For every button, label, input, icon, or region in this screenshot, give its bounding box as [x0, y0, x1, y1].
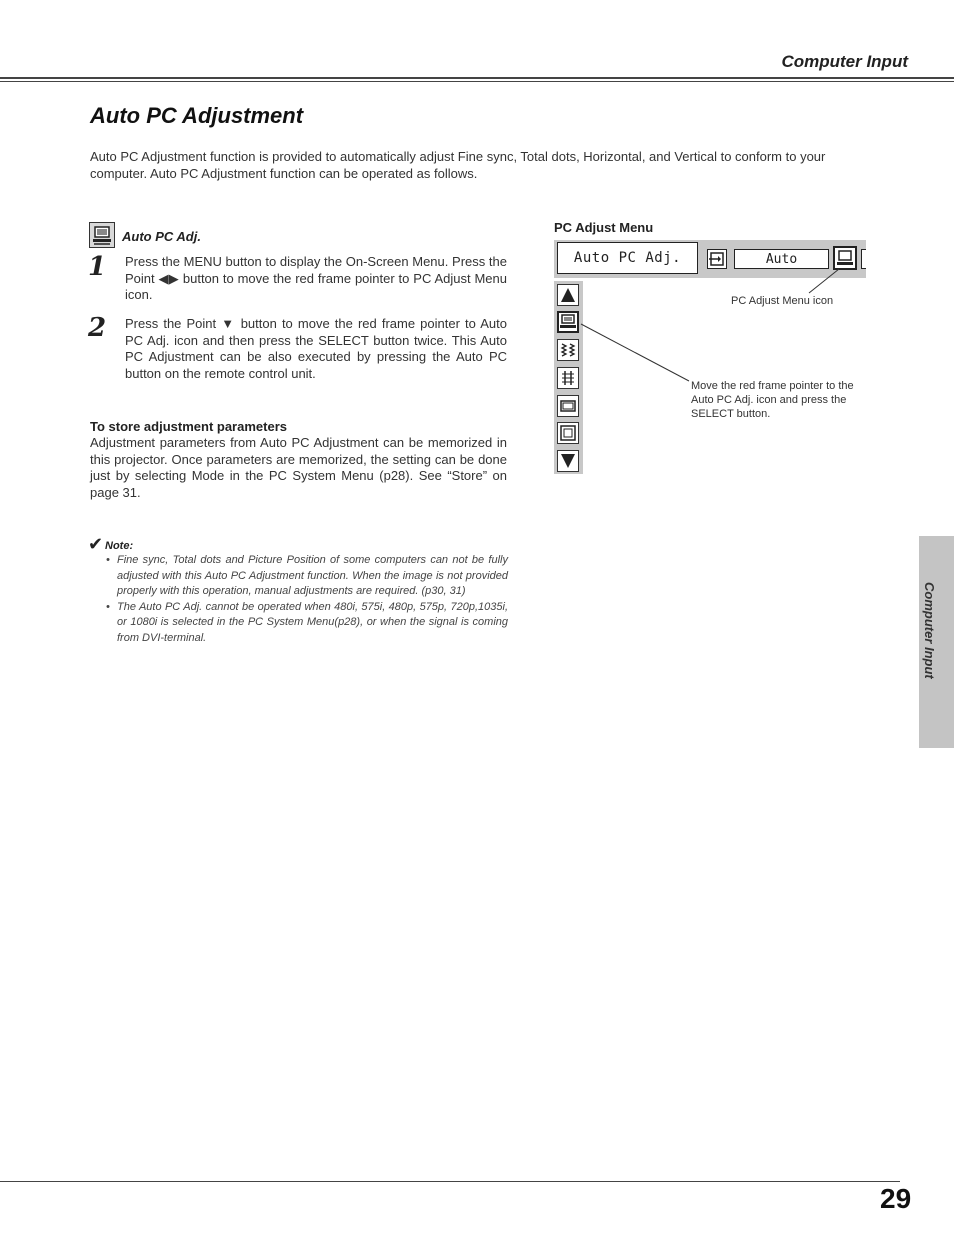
note-item: • The Auto PC Adj. cannot be operated when 480i, 575i, 480p, 575p, 720p,1035i, or 1080i is selected in the PC System Menu(p28), or when the signal is coming from DVI-terminal.: [106, 600, 508, 644]
auto-pc-adj-label-box: Auto PC Adj.: [557, 242, 698, 274]
note-text-1: Fine sync, Total dots and Picture Position of some computers can not be fully adjusted with this Auto PC Adjustment function. When the image is not provided properly with this operation, manual adjustments are required. (p30, 31): [117, 554, 508, 597]
auto-label-box: Auto: [734, 249, 829, 269]
step-number-2: 2: [88, 313, 107, 343]
auto-pc-adj-icon: [89, 222, 115, 248]
callout-pc-adjust-menu-icon: PC Adjust Menu icon: [731, 295, 834, 307]
step-text-2: Press the Point ▼ button to move the red frame pointer to Auto PC Adj. icon and then press the SELECT button twice. This Auto PC Adjustment can be also executed by pressing the Auto PC button on the remote control unit.: [125, 316, 507, 381]
step-number-1: 1: [88, 252, 107, 282]
store-heading: To store adjustment parameters: [90, 419, 287, 434]
down-arrow-icon: [557, 450, 579, 472]
figure-title: PC Adjust Menu: [554, 220, 654, 235]
side-tab-label: Computer Input: [922, 582, 937, 679]
note-item: • Fine sync, Total dots and Picture Position of some computers can not be fully adjusted with this Auto PC Adjustment function. When the image is not provided properly with this operation, manual adjustments are required. (p30, 31): [106, 554, 508, 597]
note-label: Note:: [105, 540, 134, 552]
note-list: [106, 553, 508, 646]
header-rule-thin: [0, 81, 954, 82]
section-title: Computer Input: [781, 52, 908, 71]
callout-line-pointer: [581, 324, 689, 381]
footer-rule: [0, 1181, 900, 1182]
step-text-1: Press the MENU button to display the On-Screen Menu. Press the Point ◀▶ button to move the red frame pointer to PC Adjust Menu icon.: [125, 254, 507, 302]
checkmark-icon: ✔: [88, 534, 104, 554]
header-rule: [0, 77, 954, 79]
callout-line-icon: [809, 269, 839, 293]
page-number: 29: [880, 1183, 912, 1214]
intro-paragraph: Auto PC Adjustment function is provided to automatically adjust Fine sync, Total dots, Horizontal, and Vertical to conform to your computer. Auto PC Adjustment function can be operated as follows.: [90, 149, 826, 181]
callout-move-pointer: Move the red frame pointer to the Auto PC Adj. icon and press the SELECT button.: [691, 380, 854, 420]
note-text-2: The Auto PC Adj. cannot be operated when 480i, 575i, 480p, 575p, 720p,1035i, or 1080i is selected in the PC System Menu(p28), or when the signal is coming from DVI-terminal.: [117, 600, 508, 644]
page-title: Auto PC Adjustment: [90, 103, 304, 128]
subheading-auto-pc-adj: Auto PC Adj.: [122, 229, 201, 244]
menu-bar-end: [861, 249, 866, 269]
clamp-icon: [557, 422, 579, 444]
store-paragraph: Adjustment parameters from Auto PC Adjustment can be memorized in this projector. Once parameters are memorized, the setting can be done just by selecting Mode in the PC System Menu (p28). See “Store” on page 31.: [90, 435, 507, 500]
